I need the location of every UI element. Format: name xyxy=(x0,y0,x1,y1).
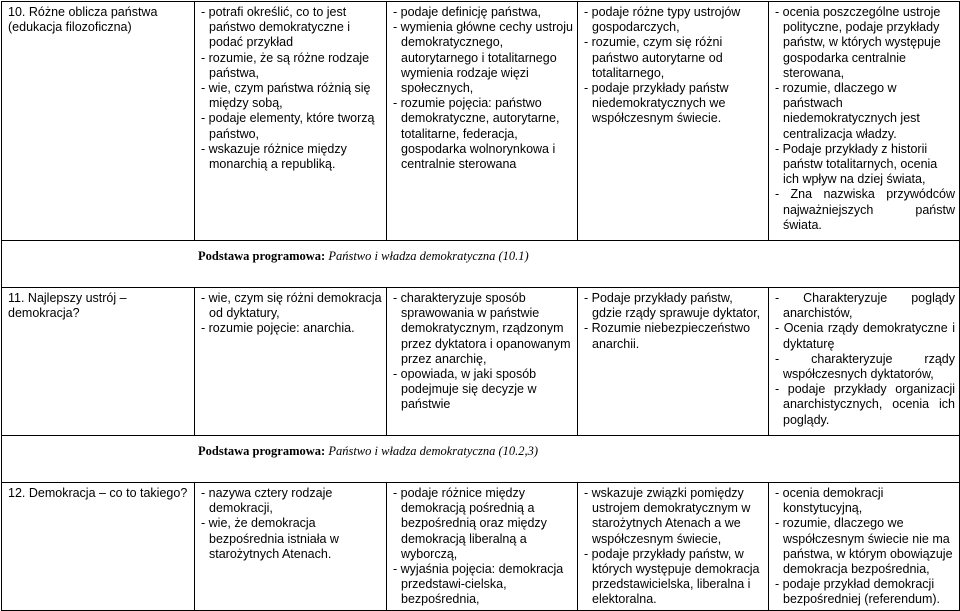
requirement-item: - ocenia poszczególne ustroje polityczne, podaje przykłady państw, w których występuje gospodarka centralnie sterowana, xyxy=(775,5,955,81)
requirements-cell-2 xyxy=(387,2,578,241)
requirement-item: - potrafi określić, co to jest państwo demokratyczne i podać przykład xyxy=(201,5,382,51)
requirement-item: - Zna nazwiska przywódców najważniejszych państw świata. xyxy=(775,187,955,233)
requirements-cell-1 xyxy=(195,2,387,241)
requirement-item: - charakteryzuje rządy współczesnych dyktatorów, xyxy=(775,352,955,382)
core-curriculum-text: Państwo i władza demokratyczna (10.1) xyxy=(328,249,529,263)
requirement-item: - wskazuje różnice między monarchią a republiką. xyxy=(201,142,382,172)
requirement-item: - wie, czym się różni demokracja od dyktatury, xyxy=(201,291,382,321)
requirement-item: - Podaje przykłady z historii państw totalitarnych, ocenia ich wpływ na dziej świata, xyxy=(775,142,955,188)
core-curriculum-cell xyxy=(2,241,960,288)
topic-cell xyxy=(2,288,195,436)
requirement-item: - wyjaśnia pojęcia: demokracja przedstawi-cielska, bezpośrednia, xyxy=(393,562,573,608)
topic-cell xyxy=(2,2,195,241)
requirement-item: - rozumie pojęcie: anarchia. xyxy=(201,321,382,336)
topic-title: 11. Najlepszy ustrój – demokracja? xyxy=(8,291,127,321)
requirements-cell-4 xyxy=(769,483,960,611)
requirement-item: - podaje przykłady państw, w których występuje demokracja przedstawicielska, liberalna i elektoralna. xyxy=(584,547,764,608)
topic-row-10 xyxy=(2,2,960,241)
requirement-item: - wie, że demokracja bezpośrednia istniała w starożytnych Atenach. xyxy=(201,516,382,562)
requirement-item: - podaje różnice między demokracją pośrednią a bezpośrednią oraz między demokracją liberalną a wyborczą, xyxy=(393,486,573,562)
requirements-cell-4 xyxy=(769,288,960,436)
core-curriculum-row xyxy=(2,436,960,483)
topic-row-12 xyxy=(2,483,960,611)
topic-title: 10. Różne oblicza państwa (edukacja filozoficzna) xyxy=(8,5,158,35)
requirement-item: - charakteryzuje sposób sprawowania w państwie demokratycznym, rządzonym przez dyktatora i opanowanym przez anarchię, xyxy=(393,291,573,367)
requirement-item: - wskazuje związki pomiędzy ustrojem demokratycznym w starożytnych Atenach a we współczesnym świecie, xyxy=(584,486,764,547)
topic-title: 12. Demokracja – co to takiego? xyxy=(8,486,188,500)
requirement-item: - podaje elementy, które tworzą państwo, xyxy=(201,111,382,141)
requirement-item: - podaje definicję państwa, xyxy=(393,5,573,20)
requirement-item: - podaje przykłady organizacji anarchistycznych, ocenia ich poglądy. xyxy=(775,382,955,428)
requirements-cell-1 xyxy=(195,288,387,436)
requirement-item: - podaje przykłady państw niedemokratycznych we współczesnym świecie. xyxy=(584,81,764,127)
requirement-item: - rozumie, czym się różni państwo autorytarne od totalitarnego, xyxy=(584,35,764,81)
requirement-item: - rozumie pojęcia: państwo demokratyczne, autorytarne, totalitarne, federacja, gospodarka wolnorynkowa i centralnie sterowana xyxy=(393,96,573,172)
requirements-cell-3 xyxy=(578,2,769,241)
core-curriculum-cell xyxy=(2,436,960,483)
requirements-cell-1 xyxy=(195,483,387,611)
requirement-item: - wie, czym państwa różnią się między sobą, xyxy=(201,81,382,111)
topic-cell xyxy=(2,483,195,611)
requirement-item: - wymienia główne cechy ustroju demokratycznego, autorytarnego i totalitarnego wymienia rodzaje więzi społecznych, xyxy=(393,20,573,96)
requirement-item: - nazywa cztery rodzaje demokracji, xyxy=(201,486,382,516)
core-curriculum-label: Podstawa programowa: xyxy=(198,444,326,458)
requirement-item: - podaje przykład demokracji bezpośredniej (referendum). xyxy=(775,577,955,607)
core-curriculum-row xyxy=(2,241,960,288)
requirements-cell-3 xyxy=(578,288,769,436)
requirement-item: - podaje różne typy ustrojów gospodarczych, xyxy=(584,5,764,35)
requirements-cell-2 xyxy=(387,483,578,611)
requirement-item: - Rozumie niebezpieczeństwo anarchii. xyxy=(584,321,764,351)
core-curriculum-text: Państwo i władza demokratyczna (10.2,3) xyxy=(328,444,539,458)
requirement-item: - ocenia demokracji konstytucyjną, xyxy=(775,486,955,516)
requirement-item: - Charakteryzuje poglądy anarchistów, xyxy=(775,291,955,321)
requirement-item: - rozumie, dlaczego we współczesnym świecie nie ma państwa, w którym obowiązuje demokracja bezpośrednia, xyxy=(775,516,955,577)
requirement-item: - rozumie, że są różne rodzaje państwa, xyxy=(201,51,382,81)
requirement-item: - rozumie, dlaczego w państwach niedemokratycznych jest centralizacja władzy. xyxy=(775,81,955,142)
requirements-cell-4 xyxy=(769,2,960,241)
requirements-cell-2 xyxy=(387,288,578,436)
requirement-item: - opowiada, w jaki sposób podejmuje się decyzje w państwie xyxy=(393,367,573,413)
requirements-cell-3 xyxy=(578,483,769,611)
requirement-item: - Podaje przykłady państw, gdzie rządy sprawuje dyktator, xyxy=(584,291,764,321)
topic-row-11 xyxy=(2,288,960,436)
core-curriculum-label: Podstawa programowa: xyxy=(198,249,326,263)
curriculum-table xyxy=(1,1,960,611)
requirement-item: - Ocenia rządy demokratyczne i dyktaturę xyxy=(775,321,955,351)
